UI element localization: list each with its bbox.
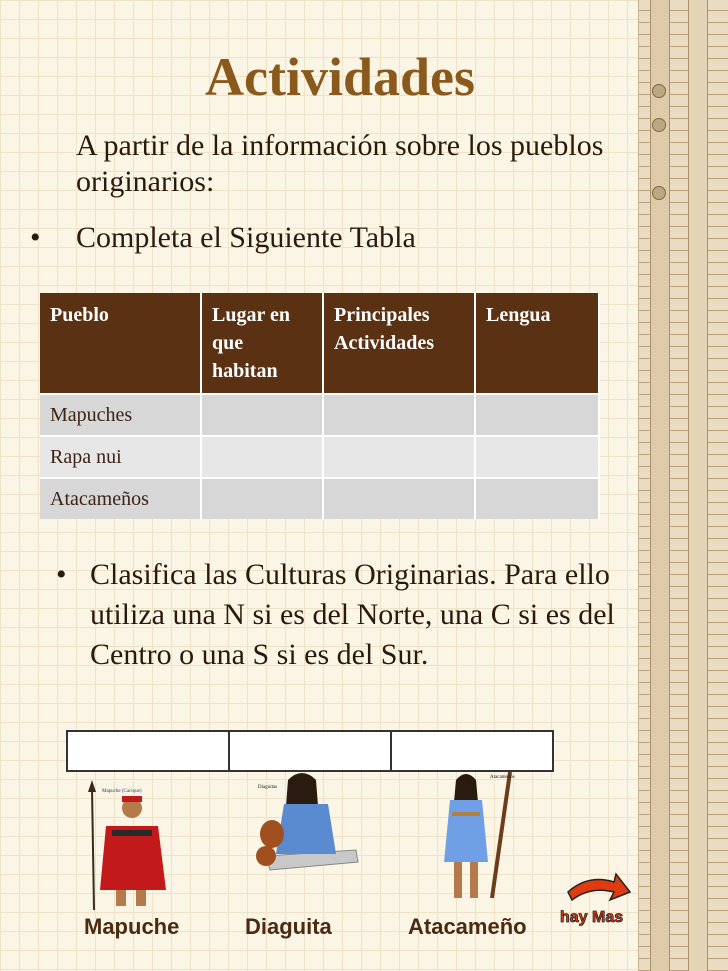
col-header-lugar: Lugar en que habitan: [201, 293, 323, 394]
bullet-dot: •: [30, 221, 41, 254]
diaguita-figure-illustration: [246, 766, 362, 878]
slide-title: Actividades: [205, 47, 475, 107]
table-header-row: [40, 293, 599, 394]
table-cell[interactable]: [323, 478, 475, 519]
atacameno-figure-illustration: [432, 766, 522, 906]
ruler-bar-2: [688, 0, 708, 971]
classification-box-diaguita[interactable]: [230, 732, 392, 770]
table-row: [40, 478, 599, 519]
table-cell[interactable]: [475, 478, 599, 519]
intro-text: A partir de la información sobre los pueblos originarios:: [76, 129, 604, 198]
bullet-text: Completa el Siguiente Tabla: [76, 221, 416, 254]
more-button-label: hay Mas: [560, 909, 624, 926]
ruler-hole: [652, 118, 666, 132]
col-header-pueblo: Pueblo: [40, 293, 201, 394]
classification-box-mapuche[interactable]: [68, 732, 230, 770]
figure-tag: Mapuche (Cacique): [102, 789, 142, 794]
table-cell[interactable]: [201, 478, 323, 519]
bullet-complete-table: [30, 220, 416, 256]
mapuche-figure-illustration: [82, 778, 178, 912]
bullet-text: Clasifica las Culturas Originarias. Para ello utiliza una N si es del Norte, una C si es del Centro o una S si es del Sur.: [90, 558, 615, 671]
ruler-hole: [652, 186, 666, 200]
ruler-bar: [650, 0, 670, 971]
classification-box-atacameno[interactable]: [392, 732, 552, 770]
arrow-icon: [568, 874, 630, 900]
table-cell[interactable]: [323, 394, 475, 436]
col-header-lengua: Lengua: [475, 293, 599, 394]
table-row: [40, 436, 599, 478]
table-cell: Mapuches: [40, 394, 201, 436]
table-row: [40, 394, 599, 436]
figure-label-atacameno: Atacameño: [408, 914, 527, 939]
figure-label-mapuche: Mapuche: [84, 914, 180, 939]
table-cell: Rapa nui: [40, 436, 201, 478]
figure-tag: Diaguitas: [258, 785, 278, 790]
figure-label-diaguita: Diaguita: [245, 914, 332, 939]
col-header-actividades: Principales Actividades: [323, 293, 475, 394]
table-cell[interactable]: [201, 394, 323, 436]
bullet-dot: •: [56, 558, 67, 591]
table-cell[interactable]: [475, 436, 599, 478]
table-cell[interactable]: [201, 436, 323, 478]
more-button[interactable]: [558, 872, 632, 928]
figure-tag: Atacameños: [490, 775, 515, 780]
table-cell: Atacameños: [40, 478, 201, 519]
peoples-table: [40, 293, 600, 519]
table-cell[interactable]: [475, 394, 599, 436]
table-cell[interactable]: [323, 436, 475, 478]
